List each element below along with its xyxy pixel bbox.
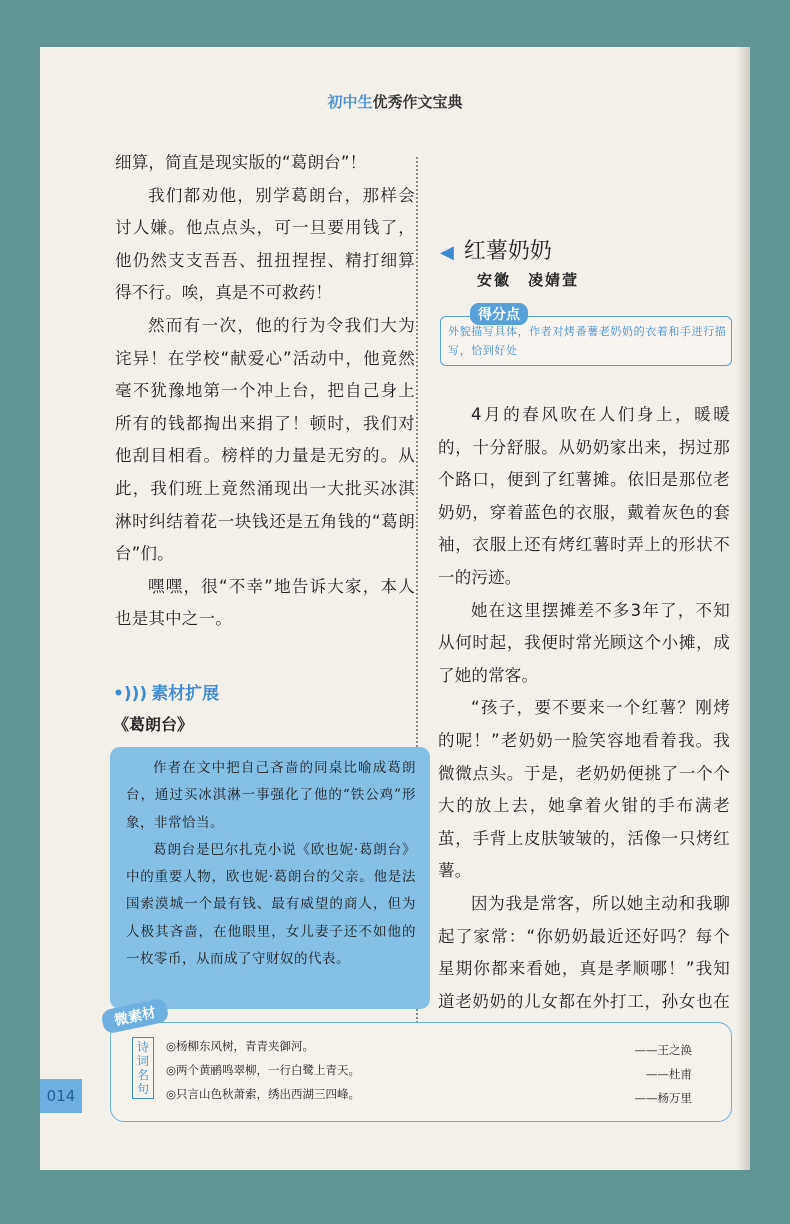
poem-author-3: ——杨万里 [634,1091,692,1105]
material-note-2: 葛朗台是巴尔扎克小说《欧也妮·葛朗台》中的重要人物，欧也妮·葛朗台的父亲。他是法国索漠城一个最有钱、最有威望的商人，但为人极其吝啬，在他眼里，女儿妻子还不如他的一枚零币，从而成了守财奴的代表。 [126,841,416,968]
poem-line-3: ◎只言山色秋萧索，绣出西湖三四峰。 [166,1087,361,1101]
poem-author-1: ——王之涣 [634,1043,692,1057]
article-paragraph-3: “孩子，要不要来一个红薯？刚烤的呢！”老奶奶一脸笑容地看着我。我微微点头。于是，老奶奶便挑了一个个大的放上去，她拿着火钳的手布满老茧，手背上皮肤皱皱的，活像一只烤红薯。 [438,698,730,881]
triangle-left-icon: ◀ [440,242,454,263]
page-edge-shadow [736,47,750,1170]
header-rest: 优秀作文宝典 [372,93,463,111]
left-column [115,147,415,636]
article-title-text: 红薯奶奶 [463,239,552,264]
poem-authors [635,1038,693,1110]
material-section-title [113,679,219,704]
book-page [40,47,750,1170]
book-title: 《葛朗台》 [113,715,194,734]
page-number: 014 [40,1079,82,1113]
poem-lines [166,1034,360,1106]
article-paragraph-2: 她在这里摆摊差不多3年了，不知从何时起，我便时常光顾这个小摊，成了她的常客。 [438,600,730,685]
article-paragraph-4: 因为我是常客，所以她主动和我聊起了家常：“你奶奶最近还好吗？每个星期你都来看她，真是孝顺哪！”我知道老奶奶的儿女都在外打工，孙女也在 [438,893,730,1011]
poem-line-1: ◎杨柳东风树，青青夹御河。 [166,1039,315,1053]
article-author: 安徽 凌婧萱 [477,271,580,289]
material-section-label: 素材扩展 [151,684,220,704]
material-note-1: 作者在文中把自己吝啬的同桌比喻成葛朗台，通过买冰淇淋一事强化了他的“铁公鸡”形象，非常恰当。 [126,760,416,831]
running-header [40,91,750,112]
micro-material-tag: 微素材 [100,997,170,1034]
score-comment: 外貌描写具体，作者对烤番薯老奶奶的衣着和手进行描写，恰到好处 [448,325,727,357]
poem-author-2: ——杜甫 [646,1067,692,1081]
left-paragraph-3: 然而有一次，他的行为令我们大为诧异！在学校“献爱心”活动中，他竟然毫不犹豫地第一个冲上台，把自己身上所有的钱都掏出来捐了！顿时，我们对他刮目相看。榜样的力量是无穷的。从此，我们班上竟然涌现出一大批买冰淇淋时纠结着花一块钱还是五角钱的“葛朗台”们。 [115,315,415,564]
left-paragraph-1: 细算，简直是现实版的“葛朗台”！ [115,153,367,172]
signal-icon: •))) [113,684,148,704]
right-column [438,399,730,1083]
poem-label: 诗词名句 [132,1037,154,1099]
score-tag: 得分点 [470,303,528,325]
article-paragraph-1: 4月的春风吹在人们身上，暖暖的，十分舒服。从奶奶家出来，拐过那个路口，便到了红薯摊。依旧是那位老奶奶，穿着蓝色的衣服，戴着灰色的套袖，衣服上还有烤红薯时弄上的形状不一的污迹。 [438,405,730,587]
left-paragraph-2: 我们都劝他，别学葛朗台，那样会讨人嫌。他点点头，可一旦要用钱了，他仍然支支吾吾、扭扭捏捏、精打细算得不行。唉，真是不可救药！ [115,185,415,303]
poem-line-2: ◎两个黄鹂鸣翠柳，一行白鹭上青天。 [166,1063,361,1077]
article-title [440,234,552,265]
left-paragraph-4: 嘿嘿，很“不幸”地告诉大家，本人也是其中之一。 [115,576,415,629]
material-note-box [110,747,430,1009]
header-accent: 初中生 [327,93,373,111]
